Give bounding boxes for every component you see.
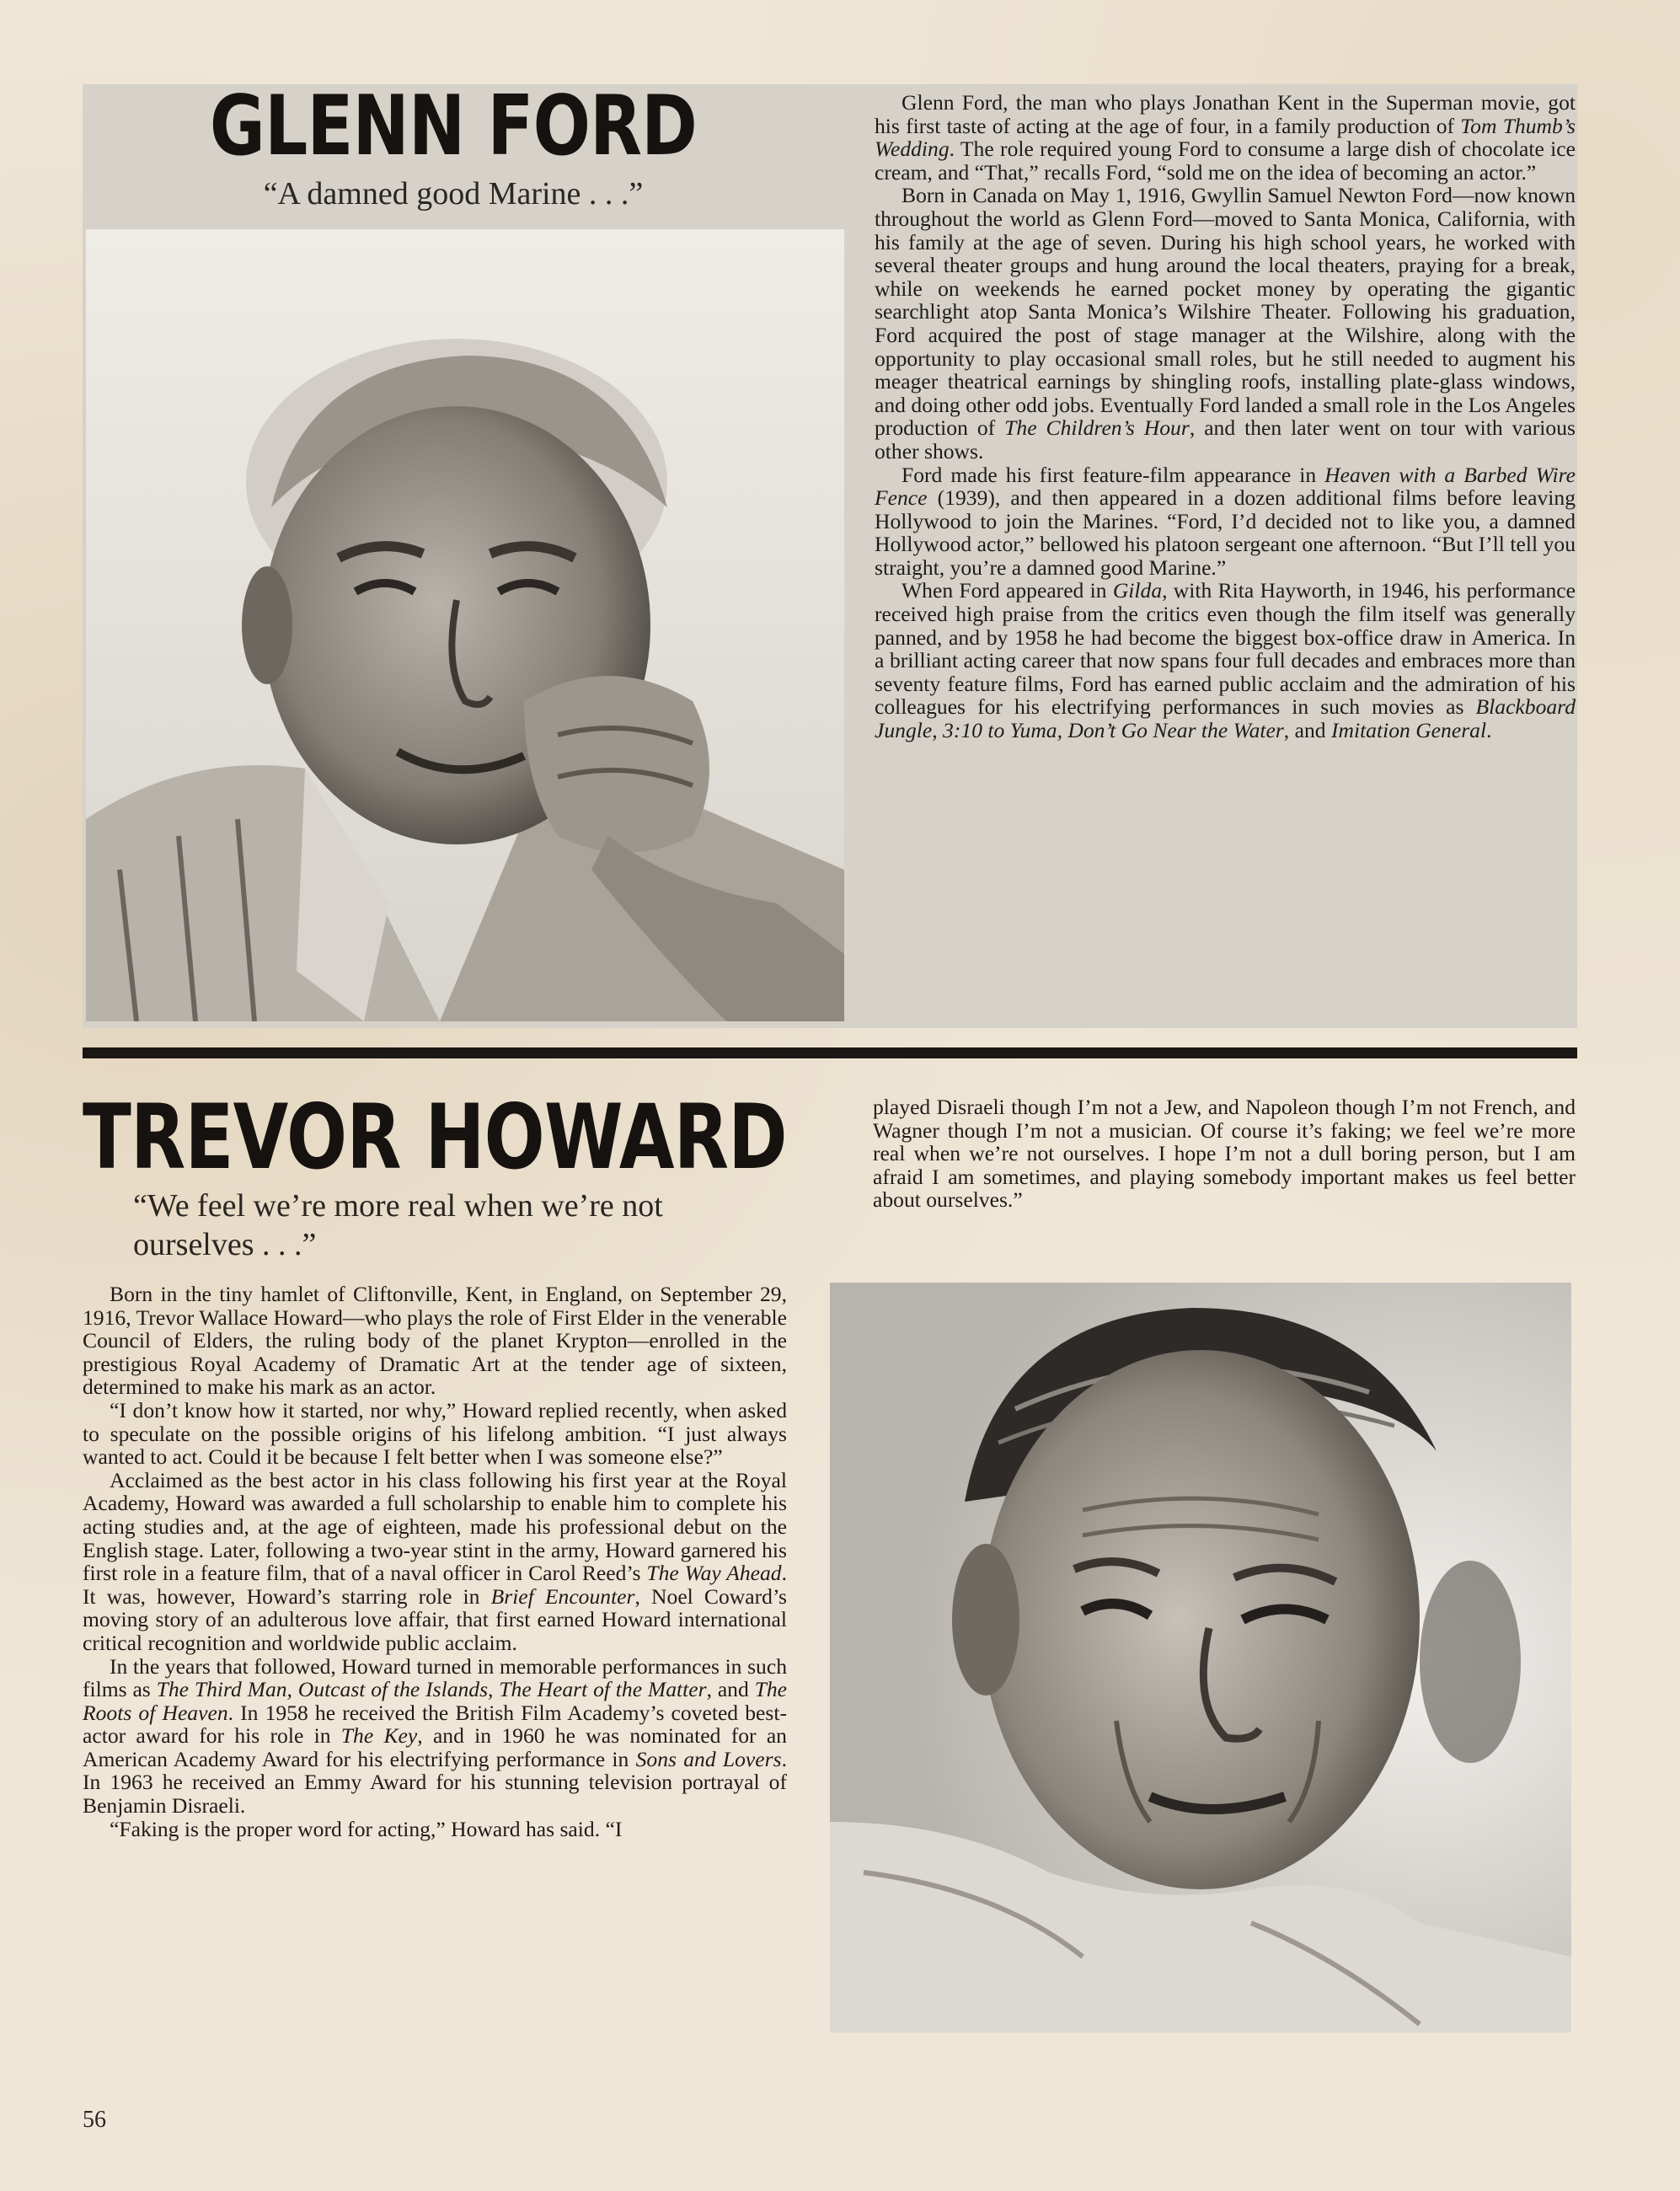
italic-title-text: The Children’s Hour xyxy=(1004,415,1190,441)
body-text: Born in Canada on May 1, 1916, Gwyllin Samuel Newton Ford—now known throughout the world as Glenn Ford—moved to Santa Monica, California, with his family at the age of seven. During his high school years, he worked with several theater groups and hung around the local theaters, praying for a break, while on weekends he earned pocket money by operating the gigantic searchlight atop Santa Monica’s Wilshire Theater. Following his graduation, Ford acquired the post of stage manager at the Wilshire, along with the opportunity to play occasional small roles, but he still needed to augment his meager theatrical earnings by shingling roofs, installing plate-glass windows, and doing other odd jobs. Eventually Ford landed a small role in the Los Angeles production of xyxy=(875,183,1576,441)
body-text: , and then later went on tour with various other shows. xyxy=(875,415,1576,463)
body-text: . The role required young Ford to consume a large dish of chocolate ice cream, and “That,” recalls Ford, “sold me on the idea of becoming an actor.” xyxy=(875,137,1576,185)
section-divider xyxy=(83,1047,1577,1058)
body-text: Ford made his first feature-film appearance in xyxy=(902,462,1325,487)
body-text: , and in 1960 he was nominated for an American Academy Award for his electrifying performance in xyxy=(83,1723,787,1771)
italic-title-text: The Key xyxy=(340,1723,418,1749)
ford-paragraph xyxy=(875,184,1576,463)
howard-left-paragraph xyxy=(83,1399,787,1469)
italic-title-text: The Roots of Heaven xyxy=(83,1677,787,1725)
ford-paragraph xyxy=(875,91,1576,184)
body-text: . xyxy=(1486,718,1492,743)
body-text: Born in the tiny hamlet of Cliftonville, Kent, in England, on September 29, 1916, Trevor Wallace Howard—who plays the role of First Elder in the venerable Council of Elders, the ruling body of the planet Krypton—enrolled in the prestigious Royal Academy of Dramatic Art at the tender age of sixteen, determined to make his mark as an actor. xyxy=(83,1282,787,1400)
glenn-ford-photo xyxy=(86,229,844,1021)
howard-left-paragraph xyxy=(83,1818,787,1841)
body-text: , with Rita Hayworth, in 1946, his performance received high praise from the critics even though the film itself was generally panned, and by 1958 he had become the biggest box-office draw in America. In a brilliant acting career that now spans four full decades and embraces more than seventy feature films, Ford has earned public acclaim and the admiration of his colleagues for his electrifying performances in such movies as xyxy=(875,578,1576,720)
body-text: “Faking is the proper word for acting,” Howard has said. “I xyxy=(110,1816,623,1841)
ford-paragraph xyxy=(875,579,1576,742)
ford-pull-quote: “A damned good Marine . . .” xyxy=(263,176,644,212)
italic-title-text: Gilda xyxy=(1112,578,1163,603)
howard-article-body-left xyxy=(83,1283,787,1840)
italic-title-text: Heaven with a Barbed Wire Fence xyxy=(875,462,1576,511)
body-text: . In 1958 he received the British Film Academy’s coveted best-actor award for his role in xyxy=(83,1700,787,1749)
italic-title-text: Sons and Lovers xyxy=(635,1746,782,1771)
body-text: (1939), and then appeared in a dozen additional films before leaving Hollywood to join the Marines. “Ford, I’d decided not to like you, a damned Hollywood actor,” bellowed his platoon sergeant one afternoon. “But I’ll tell you straight, you’re a damned good Marine.” xyxy=(875,485,1576,580)
trevor-howard-photo xyxy=(830,1283,1571,2033)
body-text: , and xyxy=(706,1677,755,1702)
body-text: . It was, however, Howard’s starring role in xyxy=(83,1561,787,1609)
howard-left-paragraph xyxy=(83,1283,787,1399)
italic-title-text: Imitation General xyxy=(1330,718,1487,743)
howard-pull-quote: “We feel we’re more real when we’re not ourselves . . .” xyxy=(133,1188,663,1262)
italic-title-text: The Way Ahead xyxy=(646,1561,782,1586)
italic-title-text: Tom Thumb’s Wedding xyxy=(875,113,1576,162)
body-text: played Disraeli though I’m not a Jew, and Napoleon though I’m not French, and Wagner though I’m not a musician. Of course it’s faking; we feel we’re more real when we’re not ourselves. I hope I’m not a dull boring person, but I am afraid I am sometimes, and playing somebody important makes us feel better about ourselves.” xyxy=(873,1095,1576,1213)
howard-left-paragraph xyxy=(83,1655,787,1818)
body-text: “I don’t know how it started, nor why,” Howard replied recently, when asked to speculate on the possible origins of his lifelong ambition. “I just always wanted to act. Could it be because I felt better when I was someone else?” xyxy=(83,1397,787,1470)
body-text: Glenn Ford, the man who plays Jonathan Kent in the Superman movie, got his first taste of acting at the age of four, in a family production of xyxy=(875,90,1576,138)
italic-title-text: Blackboard Jungle, 3:10 to Yuma, Don’t Go Near the Water xyxy=(875,694,1576,743)
body-text: In the years that followed, Howard turned in memorable performances in such films as xyxy=(83,1653,787,1702)
italic-title-text: The Third Man, Outcast of the Islands, The Heart of the Matter xyxy=(156,1677,707,1702)
ford-article-body xyxy=(875,91,1576,742)
body-text: Acclaimed as the best actor in his class following his first year at the Royal Academy, Howard was awarded a full scholarship to enable him to complete his acting studies and, at the age of eighteen, made his professional debut on the English stage. Later, following a two-year stint in the army, Howard garnered his first role in a feature film, that of a naval officer in Carol Reed’s xyxy=(83,1467,787,1586)
page-number: 56 xyxy=(83,2107,106,2133)
howard-right-paragraph xyxy=(873,1096,1576,1212)
howard-left-paragraph xyxy=(83,1469,787,1655)
body-text: , Noel Coward’s moving story of an adulterous love affair, that first earned Howard international critical recognition and worldwide public acclaim. xyxy=(83,1583,788,1655)
italic-title-text: Brief Encounter xyxy=(490,1583,635,1609)
body-text: When Ford appeared in xyxy=(902,578,1113,603)
body-text: , and xyxy=(1283,718,1331,743)
body-text: . In 1963 he received an Emmy Award for his stunning television portrayal of Benjamin Disraeli. xyxy=(83,1746,787,1819)
ford-paragraph xyxy=(875,463,1576,580)
howard-article-body-right xyxy=(873,1096,1576,1212)
ford-headline: GLENN FORD xyxy=(209,78,698,174)
howard-headline: TREVOR HOWARD xyxy=(83,1085,787,1189)
